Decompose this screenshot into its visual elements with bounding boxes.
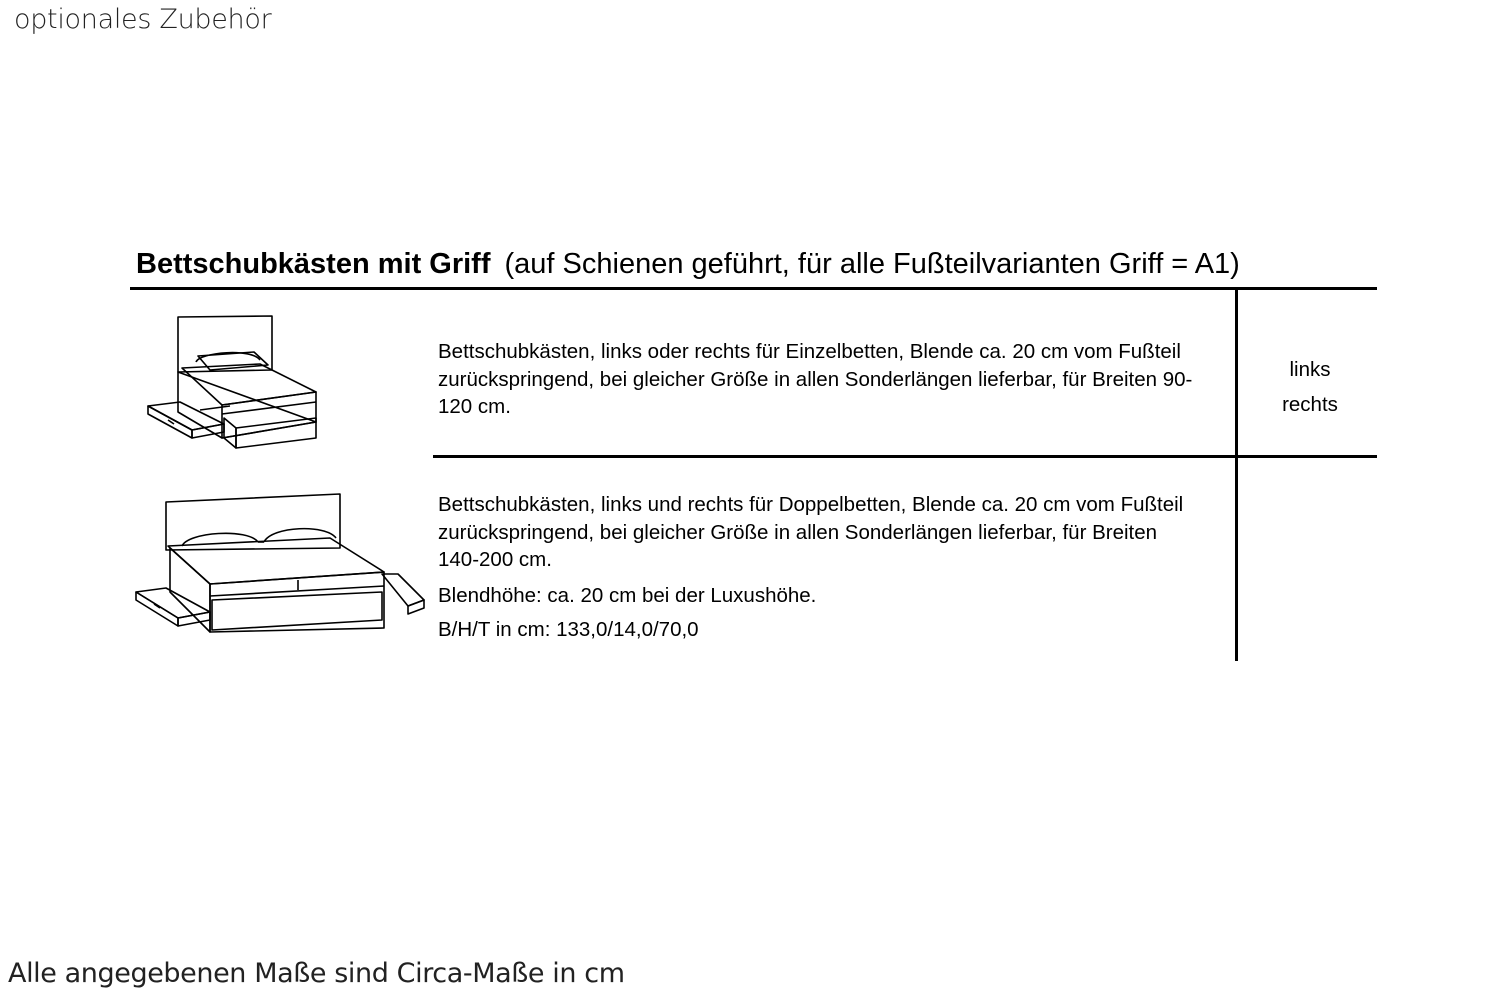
section-title: [136, 248, 1240, 281]
row-2-note-dimensions: B/H/T in cm: 133,0/14,0/70,0: [438, 618, 699, 641]
footer-note: Alle angegebenen Maße sind Circa-Maße in cm: [8, 958, 625, 989]
row-2-note-height: Blendhöhe: ca. 20 cm bei der Luxushöhe.: [438, 584, 817, 607]
section-title-normal: (auf Schienen geführt, für alle Fußteilvarianten Griff = A1): [504, 248, 1240, 280]
option-rechts: rechts: [1282, 393, 1338, 416]
heading-rule: [130, 287, 1377, 290]
page-label: optionales Zubehör: [14, 4, 272, 35]
single-bed-drawer-drawing: [140, 310, 330, 460]
option-links: links: [1289, 358, 1331, 381]
row-2-desc-line-1: Bettschubkästen, links und rechts für Doppelbetten, Blende ca. 20 cm vom Fußteil: [438, 493, 1184, 516]
row-2-description: [438, 491, 1183, 574]
section-title-bold: Bettschubkästen mit Griff: [136, 248, 491, 280]
row-1-desc-line-2: zurückspringend, bei gleicher Größe in allen Sonderlängen lieferbar, für Breiten 90-: [438, 367, 1193, 391]
row-2-desc-line-3: 140-200 cm.: [438, 548, 552, 571]
row-1-description: [438, 338, 1192, 421]
row-1-desc-line-3: 120 cm.: [438, 395, 511, 418]
column-divider: [1235, 289, 1238, 661]
double-bed-drawers-drawing: [130, 488, 430, 648]
row-2-desc-line-2: zurückspringend, bei gleicher Größe in allen Sonderlängen lieferbar, für Breiten: [438, 520, 1158, 544]
row-1-desc-line-1: Bettschubkästen, links oder rechts für Einzelbetten, Blende ca. 20 cm vom Fußteil: [438, 340, 1181, 363]
